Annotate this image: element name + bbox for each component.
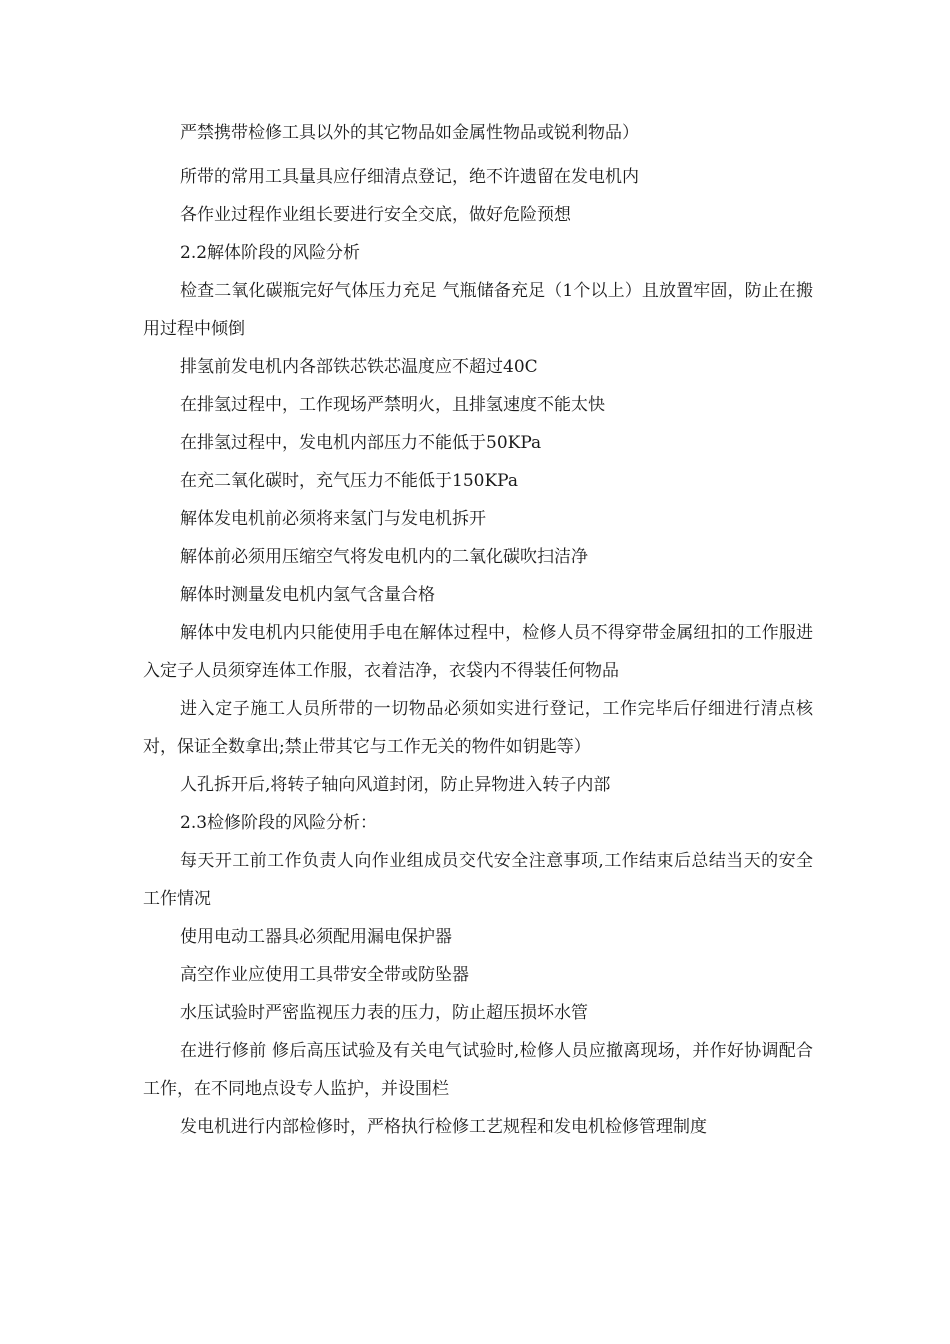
paragraph: 在进行修前 修后高压试验及有关电气试验时,检修人员应撤离现场，并作好协调配合工作，在不同地点设专人监护，并设围栏 xyxy=(143,1041,813,1099)
paragraph: 解体时测量发电机内氢气含量合格 xyxy=(180,585,435,605)
paragraph: 解体发电机前必须将来氢门与发电机拆开 xyxy=(180,509,486,529)
document-body xyxy=(143,114,813,1146)
paragraph: 解体中发电机内只能使用手电在解体过程中，检修人员不得穿带金属纽扣的工作服进入定子人员须穿连体工作服，衣着洁净，衣袋内不得装任何物品 xyxy=(143,623,813,681)
section-heading: 2.2解体阶段的风险分析 xyxy=(180,243,361,263)
paragraph: 所带的常用工具量具应仔细清点登记，绝不许遗留在发电机内 xyxy=(180,167,639,187)
paragraph: 在充二氧化碳时，充气压力不能低于150KPa xyxy=(180,471,518,491)
section-heading: 2.3检修阶段的风险分析： xyxy=(180,813,378,833)
paragraph: 人孔拆开后,将转子轴向风道封闭，防止异物进入转子内部 xyxy=(180,775,611,795)
paragraph: 严禁携带检修工具以外的其它物品如金属性物品或锐利物品） xyxy=(180,123,639,143)
paragraph: 进入定子施工人员所带的一切物品必须如实进行登记，工作完毕后仔细进行清点核对，保证全数拿出;禁止带其它与工作无关的物件如钥匙等） xyxy=(143,699,813,757)
paragraph: 高空作业应使用工具带安全带或防坠器 xyxy=(180,965,469,985)
paragraph: 在排氢过程中，工作现场严禁明火，且排氢速度不能太快 xyxy=(180,395,605,415)
paragraph: 检查二氧化碳瓶完好气体压力充足 气瓶储备充足（1个以上）且放置牢固，防止在搬用过程中倾倒 xyxy=(143,281,813,339)
paragraph: 水压试验时严密监视压力表的压力，防止超压损坏水管 xyxy=(180,1003,588,1023)
paragraph: 使用电动工器具必须配用漏电保护器 xyxy=(180,927,452,947)
paragraph: 排氢前发电机内各部铁芯铁芯温度应不超过40C xyxy=(180,357,538,377)
paragraph: 在排氢过程中，发电机内部压力不能低于50KPa xyxy=(180,433,542,453)
paragraph: 各作业过程作业组长要进行安全交底，做好危险预想 xyxy=(180,205,571,225)
paragraph: 每天开工前工作负责人向作业组成员交代安全注意事项,工作结束后总结当天的安全工作情况 xyxy=(143,851,813,909)
paragraph: 解体前必须用压缩空气将发电机内的二氧化碳吹扫洁净 xyxy=(180,547,588,567)
paragraph: 发电机进行内部检修时，严格执行检修工艺规程和发电机检修管理制度 xyxy=(180,1117,707,1137)
